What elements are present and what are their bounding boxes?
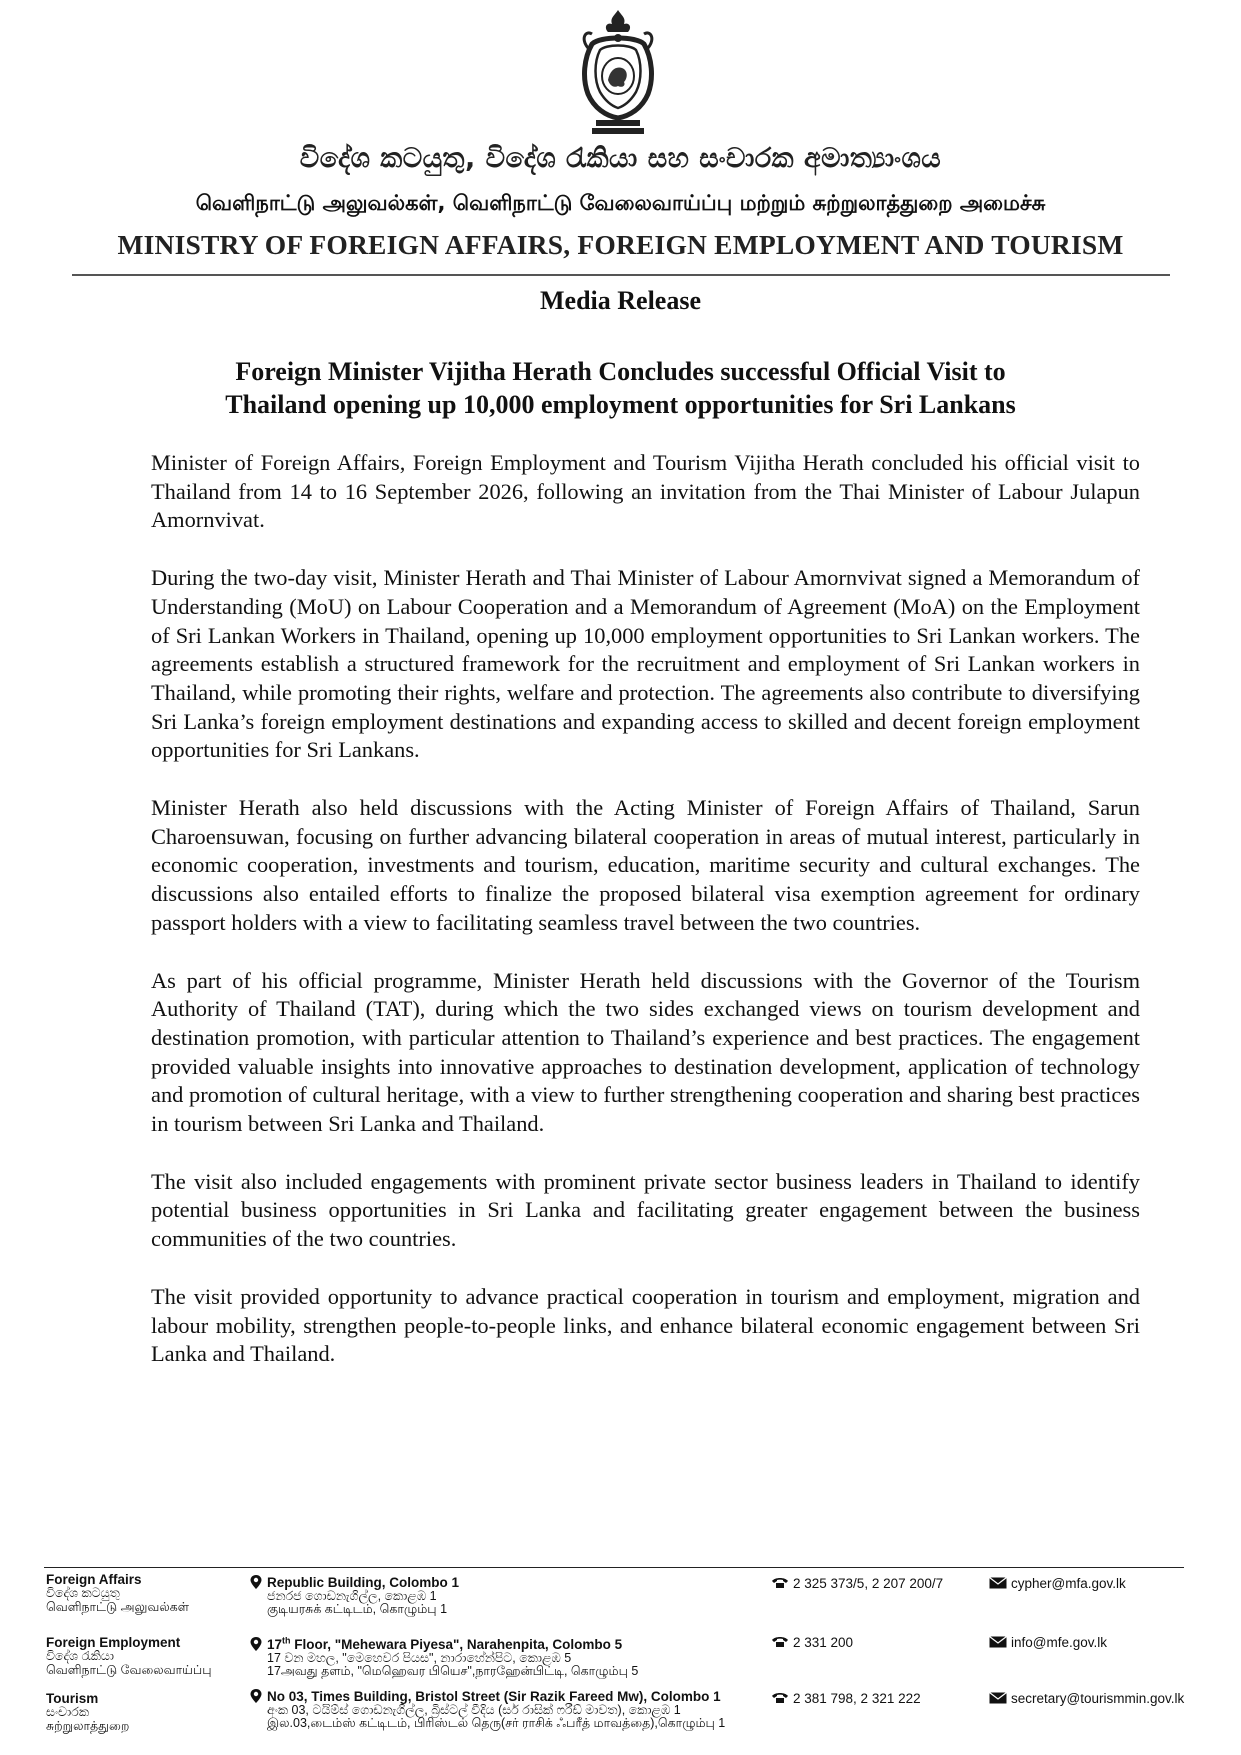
ministry-name-sinhala: විදේශ කටයුතු, විදේශ රැකියා සහ සංචාරක අමාත්‍යාංශය	[299, 143, 942, 174]
telephone-icon	[771, 1577, 789, 1589]
body-paragraph: The visit provided opportunity to advance practical cooperation in tourism and employment, migration and labour mobility, strengthen people-to-people links, and enhance bilateral economic engagement between Sri Lanka and Thailand.	[151, 1283, 1140, 1367]
release-title-line-2: Thailand opening up 10,000 employment opportunities for Sri Lankans	[225, 390, 1016, 419]
body-paragraph: As part of his official programme, Minister Herath held discussions with the Governor of the Tourism Authority of Thailand (TAT), during which the two sides exchanged views on tourism development and destination promotion, with particular attention to Thailand’s experience and best practices. The engagement provided valuable insights into innovative approaches to destination development, application of technology and promotion of cultural heritage, with a view to further strengthening cooperation and sharing best practices in tourism between Sri Lanka and Thailand.	[151, 967, 1140, 1137]
location-pin-icon	[249, 1636, 263, 1652]
office-name-ta: வெளிநாட்டு வேலைவாய்ப்பு	[46, 1662, 212, 1677]
office-label-foreign-affairs	[46, 1572, 189, 1614]
office-name-en: Foreign Employment	[46, 1635, 181, 1650]
body-paragraph: The visit also included engagements with prominent private sector business leaders in Thailand to identify potential business opportunities in Sri Lanka and facilitating greater engagement between the business communities of the two countries.	[151, 1168, 1140, 1252]
body-paragraph: During the two-day visit, Minister Herath and Thai Minister of Labour Amornvivat signed a Memorandum of Understanding (MoU) on Labour Cooperation and a Memorandum of Agreement (MoA) on the Employment of Sri Lankan Workers in Thailand, opening up 10,000 employment opportunities to Sri Lankan workers. The agreements establish a structured framework for the recruitment and employment of Sri Lankan workers in Thailand, while promoting their rights, welfare and protection. The agreements also contribute to diversifying Sri Lanka’s foreign employment destinations and expanding access to skilled and decent foreign employment opportunities for Sri Lankans.	[151, 565, 1140, 763]
address-ta: 17அவது தளம், "மெஹெவர பியெச",நாரஹேன்பிட்டி, கொழும்பு 5	[267, 1663, 639, 1678]
email-address: secretary@tourismmin.gov.lk	[1011, 1691, 1185, 1706]
header-divider	[72, 274, 1170, 276]
address-en: Republic Building, Colombo 1	[267, 1575, 459, 1590]
email-envelope-icon	[989, 1692, 1007, 1704]
ministry-name-tamil: வெளிநாட்டு அலுவல்கள், வெளிநாட்டு வேலைவாய்ப்பு மற்றும் சுற்றுலாத்துறை அமைச்சு	[195, 191, 1046, 215]
office-name-en: Tourism	[46, 1691, 99, 1706]
telephone-icon	[771, 1692, 789, 1704]
office-email-tourism	[989, 1691, 1184, 1706]
location-pin-icon	[249, 1688, 263, 1704]
office-name-si: විදේශ රැකියා	[46, 1649, 114, 1663]
email-address: info@mfe.gov.lk	[1011, 1635, 1107, 1650]
location-pin-icon	[249, 1574, 263, 1590]
ministry-name-english: MINISTRY OF FOREIGN AFFAIRS, FOREIGN EMPLOYMENT AND TOURISM	[117, 229, 1124, 260]
office-name-en: Foreign Affairs	[46, 1572, 142, 1587]
office-phone-foreign-employment	[771, 1635, 853, 1650]
phone-number: 2 381 798, 2 321 222	[793, 1691, 921, 1706]
office-label-foreign-employment	[46, 1635, 212, 1677]
office-address-foreign-affairs	[249, 1574, 769, 1616]
office-name-si: සංචාරක	[46, 1705, 89, 1719]
office-email-foreign-affairs	[989, 1576, 1126, 1591]
phone-number: 2 325 373/5, 2 207 200/7	[793, 1576, 944, 1591]
phone-number: 2 331 200	[793, 1635, 854, 1650]
national-emblem-icon	[570, 8, 666, 136]
body-paragraph: Minister of Foreign Affairs, Foreign Employment and Tourism Vijitha Herath concluded his official visit to Thailand from 14 to 16 September 2026, following an invitation from the Thai Minister of Labour Julapun Amornvivat.	[151, 450, 1140, 533]
address-en: No 03, Times Building, Bristol Street (Sir Razik Fareed Mw), Colombo 1	[267, 1689, 721, 1704]
address-en-floor: 17	[267, 1636, 283, 1652]
email-envelope-icon	[989, 1577, 1007, 1589]
contact-footer	[44, 1567, 1184, 1755]
office-phone-foreign-affairs	[771, 1576, 943, 1591]
telephone-icon	[771, 1636, 789, 1648]
office-email-foreign-employment	[989, 1635, 1107, 1650]
body-paragraph: Minister Herath also held discussions with the Acting Minister of Foreign Affairs of Thailand, Sarun Charoensuwan, focusing on further advancing bilateral cooperation in areas of mutual interest, particularly in economic cooperation, investments and tourism, education, maritime security and cultural exchanges. The discussions also entailed efforts to finalize the proposed bilateral visa exemption agreement for ordinary passport holders with a view to facilitating seamless travel between the two countries.	[151, 795, 1140, 935]
address-si: 17 වන මහල, "මෙහෙවර පියස", නාරාහේන්පිට, කොළඹ 5	[267, 1650, 572, 1665]
release-body	[151, 449, 1140, 1398]
office-address-tourism	[249, 1688, 769, 1730]
address-si: ජනරජ ගොඩනැගිල්ල, කොළඹ 1	[267, 1589, 437, 1603]
address-en-ordinal: th	[282, 1635, 291, 1645]
office-label-tourism	[46, 1691, 129, 1733]
office-address-foreign-employment	[249, 1634, 769, 1678]
office-name-si: විදේශ කටයුතු	[46, 1586, 120, 1600]
footer-divider	[44, 1567, 1184, 1568]
office-name-ta: வெளிநாட்டு அலுவல்கள்	[46, 1599, 190, 1614]
address-ta: இல.03,டைம்ஸ் கட்டிடம், பிரிஸ்டல் தெரு(சர் ராசிக் ஃபரீத் மாவத்தை),கொழும்பு 1	[267, 1716, 726, 1730]
address-si: අංක 03, ටයිම්ස් ගොඩනැගිල්ල, බ්‍රිස්ටල් වීදිය (සර් රාසික් ෆරීඩ් මාවත), කොළඹ 1	[267, 1703, 681, 1717]
email-address: cypher@mfa.gov.lk	[1011, 1576, 1126, 1591]
address-en: Floor, "Mehewara Piyesa", Narahenpita, Colombo 5	[290, 1636, 623, 1652]
office-name-ta: சுற்றுலாத்துறை	[46, 1718, 130, 1733]
email-envelope-icon	[989, 1636, 1007, 1648]
document-type: Media Release	[539, 286, 701, 315]
release-title-line-1: Foreign Minister Vijitha Herath Concludes successful Official Visit to	[235, 357, 1006, 386]
release-title	[140, 355, 1101, 421]
address-ta: குடியரசுக் கட்டிடம், கொழும்பு 1	[267, 1602, 448, 1616]
office-phone-tourism	[771, 1691, 921, 1706]
